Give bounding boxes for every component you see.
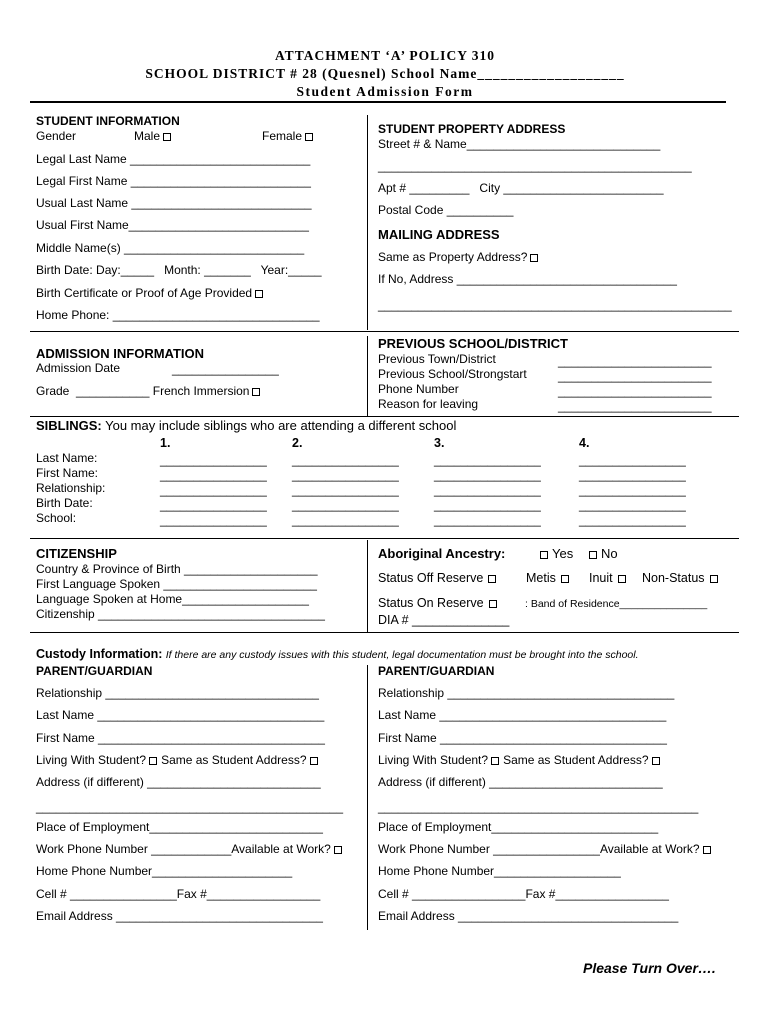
sibling-number-4: 4. [579, 436, 590, 450]
street-field[interactable]: Street # & Name_____________________________ [378, 137, 661, 151]
guardian-2-last-name-field[interactable]: Last Name __________________________________ [378, 708, 667, 722]
sibling-4-field[interactable]: ________________ [579, 468, 686, 482]
siblings-subtitle: You may include siblings who are attending a different school [105, 418, 457, 433]
sibling-number-2: 2. [292, 436, 303, 450]
phone-number-field[interactable]: _______________________ [558, 384, 712, 398]
citizenship-heading: CITIZENSHIP [36, 546, 117, 561]
guardian-1-same-address-label: Same as Student Address? [161, 753, 307, 767]
sibling-2-field[interactable]: ________________ [292, 453, 399, 467]
previous-school-field[interactable]: _______________________ [558, 369, 712, 383]
property-address-heading: STUDENT PROPERTY ADDRESS [378, 122, 566, 136]
status-off-checkbox[interactable] [488, 575, 496, 583]
country-birth-field[interactable]: Country & Province of Birth ____________________ [36, 562, 318, 576]
citizenship-field[interactable]: Citizenship __________________________________ [36, 607, 325, 621]
guardian-1-same-address-checkbox[interactable] [310, 757, 318, 765]
aboriginal-no-checkbox[interactable] [589, 551, 597, 559]
street-field-line2[interactable]: _______________________________________________ [378, 159, 692, 173]
non-status-checkbox[interactable] [710, 575, 718, 583]
metis-checkbox[interactable] [561, 575, 569, 583]
previous-town-field[interactable]: _______________________ [558, 354, 712, 368]
admission-info-heading: ADMISSION INFORMATION [36, 346, 205, 361]
sibling-1-field[interactable]: ________________ [160, 498, 267, 512]
previous-school-heading: PREVIOUS SCHOOL/DISTRICT [378, 336, 568, 351]
dia-field[interactable]: DIA # ______________ [378, 613, 510, 627]
metis-label: Metis [526, 571, 556, 585]
column-divider-citizenship [367, 540, 368, 632]
admission-date-label: Admission Date [36, 361, 121, 375]
sibling-4-field[interactable]: ________________ [579, 498, 686, 512]
grade-french-label: Grade ___________ French Immersion [36, 384, 250, 398]
sibling-birth-date-label: Birth Date: [36, 496, 93, 510]
apt-city-field[interactable]: Apt # _________ City ________________________ [378, 181, 664, 195]
male-checkbox[interactable] [163, 133, 171, 141]
guardian-2-first-name-field[interactable]: First Name __________________________________ [378, 731, 667, 745]
form-title: Student Admission Form [296, 84, 474, 99]
sibling-3-field[interactable]: ________________ [434, 453, 541, 467]
guardian-1-living-label: Living With Student? [36, 753, 147, 767]
custody-note: If there are any custody issues with this student, legal documentation must be brought into the school. [165, 649, 639, 661]
metis-option[interactable] [526, 571, 569, 585]
guardian-2-available-checkbox[interactable] [703, 846, 711, 854]
aboriginal-yes-label: Yes [552, 546, 574, 561]
female-label: Female [262, 129, 303, 143]
sibling-3-field[interactable]: ________________ [434, 468, 541, 482]
first-language-field[interactable]: First Language Spoken _______________________ [36, 577, 317, 591]
inuit-checkbox[interactable] [618, 575, 626, 583]
guardian-1-address-field[interactable]: Address (if different) __________________________ [36, 775, 321, 789]
middle-names-field[interactable]: Middle Name(s) ___________________________ [36, 241, 305, 255]
guardian-2-heading: PARENT/GUARDIAN [378, 664, 495, 678]
guardian-2-email-field[interactable]: Email Address _________________________________ [378, 909, 679, 923]
status-on-option[interactable] [378, 596, 497, 610]
guardian-1-work-phone-label: Work Phone Number ____________Available at Work? [36, 842, 331, 856]
band-residence-field[interactable]: : Band of Residence_______________ [525, 598, 708, 610]
guardian-2-home-phone-field[interactable]: Home Phone Number___________________ [378, 864, 621, 878]
guardian-1-work-phone-row[interactable] [36, 843, 342, 857]
guardian-2-living-checkbox[interactable] [491, 757, 499, 765]
sibling-1-field[interactable]: ________________ [160, 453, 267, 467]
custody-header [36, 647, 639, 662]
guardian-2-living-label: Living With Student? [378, 753, 489, 767]
gender-label: Gender [36, 129, 77, 143]
school-name-line: SCHOOL DISTRICT # 28 (Quesnel) School Name___________________ [145, 66, 625, 81]
aboriginal-yes-checkbox[interactable] [540, 551, 548, 559]
inuit-option[interactable] [589, 571, 626, 585]
usual-first-name-field[interactable]: Usual First Name___________________________ [36, 218, 309, 232]
guardian-2-employment-field[interactable]: Place of Employment_________________________ [378, 820, 659, 834]
same-as-property-option[interactable] [378, 251, 538, 265]
birth-date-field[interactable]: Birth Date: Day:_____ Month: _______ Year:_____ [36, 263, 322, 277]
guardian-2-address-line2[interactable]: ________________________________________________ [378, 800, 699, 814]
siblings-heading: SIBLINGS: [36, 418, 102, 433]
attachment-title: ATTACHMENT ‘A’ POLICY 310 [274, 48, 496, 63]
non-status-option[interactable] [642, 571, 718, 585]
column-divider-admission [367, 336, 368, 416]
male-option[interactable] [134, 130, 171, 144]
female-option[interactable] [262, 130, 313, 144]
guardian-1-email-field[interactable]: Email Address _______________________________ [36, 909, 323, 923]
please-turn-over: Please Turn Over…. [583, 960, 716, 976]
guardian-1-heading: PARENT/GUARDIAN [36, 664, 153, 678]
inuit-label: Inuit [589, 571, 613, 585]
sibling-1-field[interactable]: ________________ [160, 468, 267, 482]
guardian-1-cell-fax-field[interactable]: Cell # ________________Fax #_________________ [36, 887, 321, 901]
aboriginal-no-option[interactable] [589, 547, 618, 562]
reason-leaving-field[interactable]: _______________________ [558, 399, 712, 413]
guardian-1-available-checkbox[interactable] [334, 846, 342, 854]
sibling-school-label: School: [36, 511, 77, 525]
grade-french-option[interactable] [36, 385, 260, 399]
column-divider-guardian [367, 665, 368, 930]
sibling-1-field[interactable]: ________________ [160, 483, 267, 497]
home-phone-field[interactable]: Home Phone: _______________________________ [36, 308, 320, 322]
status-off-label: Status Off Reserve [378, 571, 484, 585]
aboriginal-heading: Aboriginal Ancestry: [378, 546, 506, 561]
sibling-last-name-label: Last Name: [36, 451, 98, 465]
mailing-address-heading: MAILING ADDRESS [378, 227, 500, 242]
same-as-property-label: Same as Property Address? [378, 250, 528, 264]
section-rule-1 [30, 331, 739, 332]
sibling-4-field[interactable]: ________________ [579, 483, 686, 497]
guardian-1-last-name-field[interactable]: Last Name __________________________________ [36, 708, 325, 722]
aboriginal-yes-option[interactable] [540, 547, 573, 562]
guardian-1-living-row [36, 754, 318, 768]
sibling-3-field[interactable]: ________________ [434, 513, 541, 527]
reason-leaving-label: Reason for leaving [378, 397, 479, 411]
status-on-label: Status On Reserve [378, 596, 484, 610]
column-divider-top [367, 115, 368, 330]
sibling-1-field[interactable]: ________________ [160, 513, 267, 527]
legal-last-name-field[interactable]: Legal Last Name ___________________________ [36, 152, 311, 166]
sibling-number-1: 1. [160, 436, 171, 450]
sibling-2-field[interactable]: ________________ [292, 513, 399, 527]
mailing-address-field[interactable]: If No, Address _________________________________ [378, 272, 677, 286]
sibling-2-field[interactable]: ________________ [292, 498, 399, 512]
sibling-4-field[interactable]: ________________ [579, 453, 686, 467]
legal-first-name-field[interactable]: Legal First Name ___________________________ [36, 174, 311, 188]
guardian-1-first-name-field[interactable]: First Name __________________________________ [36, 731, 325, 745]
guardian-2-address-field[interactable]: Address (if different) __________________________ [378, 775, 663, 789]
status-on-checkbox[interactable] [489, 600, 497, 608]
custody-heading: Custody Information: [36, 647, 163, 661]
sibling-2-field[interactable]: ________________ [292, 468, 399, 482]
admission-date-field[interactable]: ________________ [172, 362, 279, 376]
postal-code-field[interactable]: Postal Code __________ [378, 203, 514, 217]
guardian-1-employment-field[interactable]: Place of Employment__________________________ [36, 820, 323, 834]
siblings-header [36, 419, 456, 434]
header-rule [30, 101, 726, 103]
non-status-label: Non-Status [642, 571, 705, 585]
guardian-1-address-line2[interactable]: ______________________________________________ [36, 800, 343, 814]
sibling-2-field[interactable]: ________________ [292, 483, 399, 497]
sibling-4-field[interactable]: ________________ [579, 513, 686, 527]
previous-town-label: Previous Town/District [378, 352, 496, 366]
guardian-2-work-phone-row[interactable] [378, 843, 711, 857]
birth-cert-checkbox[interactable] [255, 290, 263, 298]
language-home-field[interactable]: Language Spoken at Home___________________ [36, 592, 309, 606]
student-info-heading: STUDENT INFORMATION [36, 114, 180, 128]
french-immersion-checkbox[interactable] [252, 388, 260, 396]
sibling-3-field[interactable]: ________________ [434, 498, 541, 512]
male-label: Male [134, 129, 161, 143]
female-checkbox[interactable] [305, 133, 313, 141]
previous-school-label: Previous School/Strongstart [378, 367, 527, 381]
birth-cert-option[interactable] [36, 287, 263, 301]
same-as-property-checkbox[interactable] [530, 254, 538, 262]
sibling-first-name-label: First Name: [36, 466, 99, 480]
sibling-relationship-label: Relationship: [36, 481, 106, 495]
usual-last-name-field[interactable]: Usual Last Name ___________________________ [36, 196, 312, 210]
guardian-1-living-checkbox[interactable] [149, 757, 157, 765]
sibling-3-field[interactable]: ________________ [434, 483, 541, 497]
status-off-option[interactable] [378, 571, 496, 585]
section-rule-2 [30, 416, 739, 417]
mailing-address-line2[interactable]: _____________________________________________________ [378, 298, 732, 312]
section-rule-3 [30, 538, 739, 539]
phone-number-label: Phone Number [378, 382, 459, 396]
guardian-2-cell-fax-field[interactable]: Cell # _________________Fax #_________________ [378, 887, 669, 901]
guardian-2-same-address-checkbox[interactable] [652, 757, 660, 765]
guardian-1-relationship-field[interactable]: Relationship ________________________________ [36, 686, 319, 700]
guardian-2-relationship-field[interactable]: Relationship __________________________________ [378, 686, 675, 700]
guardian-1-home-phone-field[interactable]: Home Phone Number_____________________ [36, 864, 293, 878]
sibling-number-3: 3. [434, 436, 445, 450]
guardian-2-work-phone-label: Work Phone Number ________________Available at Work? [378, 842, 700, 856]
guardian-2-same-address-label: Same as Student Address? [503, 753, 649, 767]
birth-cert-label: Birth Certificate or Proof of Age Provided [36, 286, 253, 300]
section-rule-4 [30, 632, 739, 633]
aboriginal-no-label: No [601, 546, 618, 561]
guardian-2-living-row [378, 754, 660, 768]
